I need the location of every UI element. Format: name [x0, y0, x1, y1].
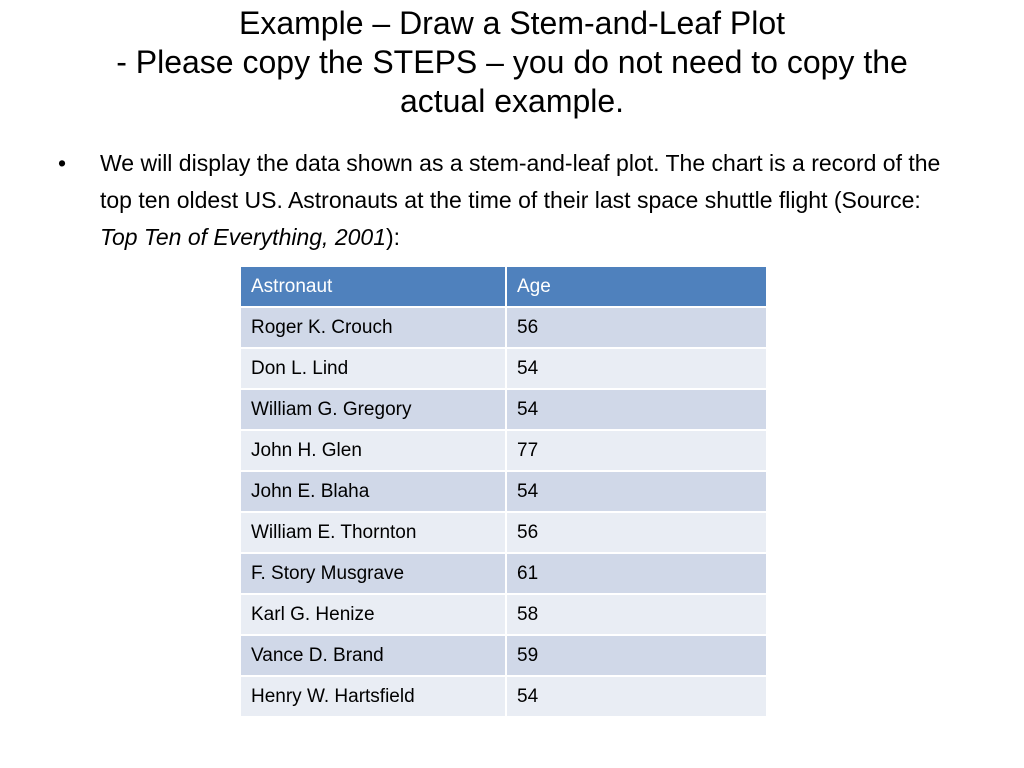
cell-astronaut: John H. Glen	[240, 430, 506, 471]
cell-age: 61	[506, 553, 767, 594]
table-row	[240, 635, 767, 676]
cell-age: 56	[506, 512, 767, 553]
cell-astronaut: Don L. Lind	[240, 348, 506, 389]
cell-astronaut: William G. Gregory	[240, 389, 506, 430]
cell-age: 56	[506, 307, 767, 348]
table-row	[240, 389, 767, 430]
table-row	[240, 594, 767, 635]
cell-astronaut: F. Story Musgrave	[240, 553, 506, 594]
bullet-item	[58, 145, 963, 256]
table-row	[240, 430, 767, 471]
header-astronaut: Astronaut	[240, 266, 506, 307]
title-line-1: Example – Draw a Stem-and-Leaf Plot	[238, 5, 786, 41]
table-row	[240, 307, 767, 348]
cell-age: 59	[506, 635, 767, 676]
table-row	[240, 512, 767, 553]
cell-age: 54	[506, 348, 767, 389]
cell-astronaut: Karl G. Henize	[240, 594, 506, 635]
cell-astronaut: Roger K. Crouch	[240, 307, 506, 348]
bullet-source-title: Top Ten of Everything, 2001	[100, 224, 387, 250]
bullet-marker: •	[58, 150, 67, 176]
table-row	[240, 471, 767, 512]
bullet-text	[100, 145, 963, 256]
cell-astronaut: William E. Thornton	[240, 512, 506, 553]
title-line-3: actual example.	[399, 83, 625, 119]
title-line-2: - Please copy the STEPS – you do not need to copy the	[116, 44, 908, 80]
table-row	[240, 553, 767, 594]
slide-title	[20, 4, 1004, 121]
table-row	[240, 676, 767, 717]
cell-age: 54	[506, 471, 767, 512]
cell-age: 54	[506, 676, 767, 717]
bullet-text-end: ):	[386, 224, 401, 250]
cell-age: 77	[506, 430, 767, 471]
astronaut-age-table	[239, 265, 768, 718]
cell-age: 58	[506, 594, 767, 635]
header-age: Age	[506, 266, 767, 307]
cell-astronaut: Henry W. Hartsfield	[240, 676, 506, 717]
cell-age: 54	[506, 389, 767, 430]
cell-astronaut: John E. Blaha	[240, 471, 506, 512]
table-header-row	[240, 266, 767, 307]
cell-astronaut: Vance D. Brand	[240, 635, 506, 676]
bullet-text-main: We will display the data shown as a stem-and-leaf plot. The chart is a record of the top ten oldest US. Astronauts at the time of their last space shuttle flight (Source:	[100, 150, 941, 213]
table-row	[240, 348, 767, 389]
